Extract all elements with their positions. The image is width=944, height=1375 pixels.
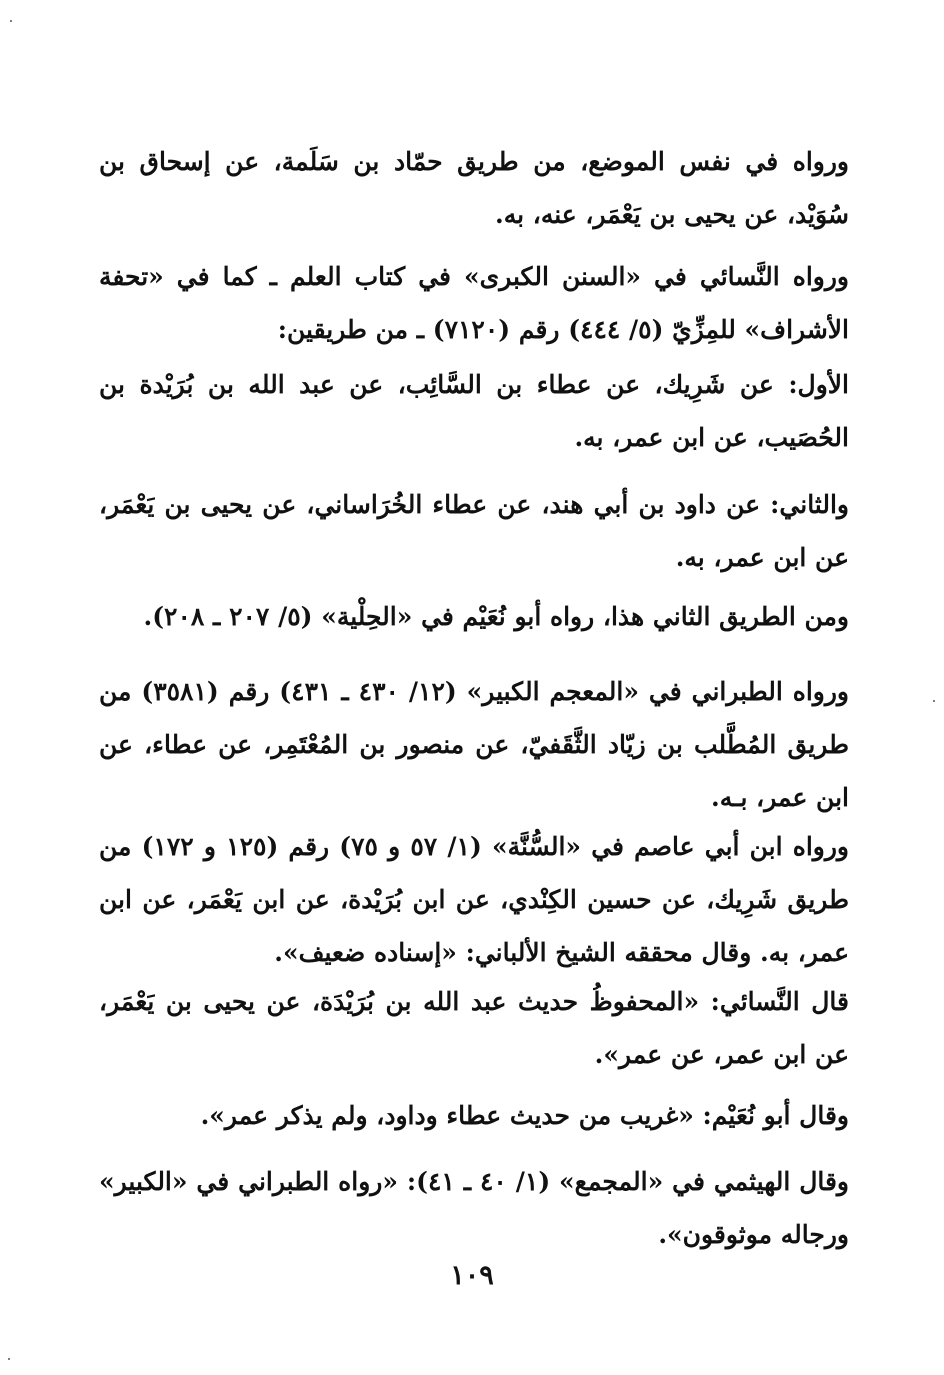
paragraph-7: ورواه ابن أبي عاصم في «السُّنَّة» (١/ ٥٧ و ٧٥) رقم (١٢٥ و ١٧٢) من طريق شَرِيك، عن حسين الكِنْدي، عن ابن بُرَيْدة، عن ابن يَعْمَر، عن ابن عمر، به. وقال محققه الشيخ الألباني: «إسناده ضعيف». xyxy=(99,832,850,967)
paragraph-8: قال النَّسائي: «المحفوظُ حديث عبد الله بن بُرَيْدَة، عن يحيى بن يَعْمَر، عن ابن عمر، عن عمر». xyxy=(99,987,849,1069)
paragraph-10: وقال الهيثمي في «المجمع» (١/ ٤٠ ـ ٤١): «رواه الطبراني في «الكبير» ورجاله موثوقون». xyxy=(99,1167,849,1249)
paragraph-1: ورواه في نفس الموضع، من طريق حمّاد بن سَلَمة، عن إسحاق بن سُوَيْد، عن يحيى بن يَعْمَر، عنه، به. xyxy=(99,147,849,229)
paragraph-6: ورواه الطبراني في «المعجم الكبير» (١٢/ ٤٣٠ ـ ٤٣١) رقم (٣٥٨١) من طريق المُطَّلب بن زيّاد الثَّقَفيّ، عن منصور بن المُعْتَمِر، عن عطاء، عن ابن عمر، بـه. xyxy=(99,677,849,812)
paragraph-4: والثاني: عن داود بن أبي هند، عن عطاء الخُرَاساني، عن يحيى بن يَعْمَر، عن ابن عمر، به. xyxy=(99,490,849,572)
paragraph-3: الأول: عن شَرِيك، عن عطاء بن السَّائِب، عن عبد الله بن بُرَيْدة بن الحُصَيب، عن ابن عمر، به. xyxy=(99,370,849,452)
scan-speck xyxy=(933,700,935,702)
page-number: ١٠٩ xyxy=(450,1260,494,1291)
paragraph-9: وقال أبو نُعَيْم: «غريب من حديث عطاء وداود، ولم يذكر عمر». xyxy=(200,1101,849,1130)
scan-speck xyxy=(10,20,12,22)
scan-speck xyxy=(8,1358,10,1360)
paragraph-5: ومن الطريق الثاني هذا، رواه أبو نُعَيْم في «الحِلْية» (٥/ ٢٠٧ ـ ٢٠٨). xyxy=(143,602,849,631)
paragraph-2: ورواه النَّسائي في «السنن الكبرى» في كتاب العلم ـ كما في «تحفة الأشراف» للمِزِّيّ (٥/ ٤٤٤) رقم (٧١٢٠) ـ من طريقين: xyxy=(99,262,849,344)
